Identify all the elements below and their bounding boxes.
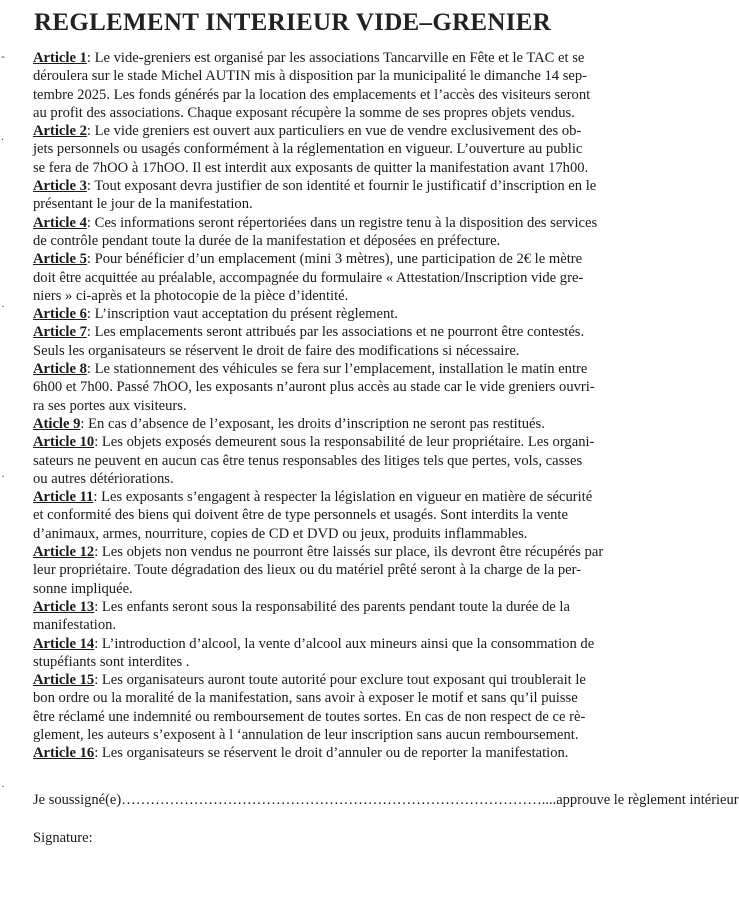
article-paragraph <box>33 488 660 543</box>
article-label: Article 5 <box>33 251 87 268</box>
article-line <box>33 543 660 561</box>
article-label: Article 8 <box>33 361 87 378</box>
page-title: REGLEMENT INTERIEUR VIDE–GRENIER <box>34 9 552 36</box>
article-line <box>33 342 660 360</box>
article-line <box>33 159 660 177</box>
articles-list <box>33 49 660 763</box>
article-line <box>33 433 660 451</box>
article-label: Article 4 <box>33 214 87 231</box>
article-text: : Les organisateurs auront toute autorité pour exclure tout exposant qui troublerait le <box>94 672 586 689</box>
article-line <box>33 744 660 762</box>
article-label: Article 1 <box>33 50 87 66</box>
article-text: : Ces informations seront répertoriées dans un registre tenu à la disposition des services <box>86 214 598 231</box>
article-line <box>33 635 660 653</box>
article-text: : Les organisateurs se réservent le droit d’annuler ou de reporter la manifestation. <box>94 745 569 762</box>
article-line <box>33 214 660 232</box>
article-paragraph <box>33 305 660 323</box>
article-paragraph <box>33 360 660 415</box>
article-text: d’animaux, armes, nourriture, copies de CD et DVD ou jeux, produits inflammables. <box>33 525 528 542</box>
article-paragraph <box>33 744 660 762</box>
signature-label: Signature: <box>33 830 93 846</box>
article-text: sateurs ne peuvent en aucun cas être tenus responsables des litiges tels que pertes, vols, casses <box>33 452 583 469</box>
article-label: Article 3 <box>33 178 87 195</box>
article-text: manifestation. <box>33 617 117 634</box>
article-line <box>33 323 660 341</box>
article-text: : Les objets exposés demeurent sous la responsabilité de leur propriétaire. Les organi- <box>94 434 595 451</box>
article-paragraph <box>33 214 660 251</box>
article-line <box>33 598 660 616</box>
article-text: : Pour bénéficier d’un emplacement (mini 3 mètres), une participation de 2€ le mètre <box>86 251 583 268</box>
article-text: niers » ci-après et la photocopie de la pièce d’identité. <box>33 287 349 304</box>
article-line <box>33 616 660 634</box>
article-line <box>33 67 660 85</box>
article-text: : L’introduction d’alcool, la vente d’alcool aux mineurs ainsi que la consommation de <box>94 635 595 652</box>
article-paragraph <box>33 323 660 360</box>
article-label: Article 6 <box>33 306 87 323</box>
article-line <box>33 232 660 250</box>
article-text: sonne impliquée. <box>33 580 133 597</box>
article-line <box>33 726 660 744</box>
margin-mark: · <box>1 779 5 793</box>
article-label: Article 7 <box>33 324 87 341</box>
article-text: présentant le jour de la manifestation. <box>33 196 253 213</box>
article-label: Article 16 <box>33 745 95 762</box>
article-line <box>33 250 660 268</box>
article-line <box>33 415 660 433</box>
article-label: Aticle 9 <box>33 415 81 432</box>
article-paragraph <box>33 671 660 744</box>
article-text: : Le stationnement des véhicules se fera sur l’emplacement, installation le matin entre <box>86 361 588 378</box>
article-text: tembre 2025. Les fonds générés par la location des emplacements et l’accès des visiteurs seront <box>33 86 591 103</box>
article-line <box>33 86 660 104</box>
article-line <box>33 378 660 396</box>
article-line <box>33 708 660 726</box>
margin-mark: - <box>1 49 5 63</box>
article-text: Seuls les organisateurs se réservent le droit de faire des modifications si nécessaire. <box>33 342 520 359</box>
article-line <box>33 653 660 671</box>
article-text: ou autres détériorations. <box>33 470 174 487</box>
article-line <box>33 305 660 323</box>
article-text: glement, les auteurs s’exposent à l ‘annulation de leur inscription sans aucun remboursement. <box>33 726 579 743</box>
article-line <box>33 506 660 524</box>
article-line <box>33 195 660 213</box>
article-paragraph <box>33 177 660 214</box>
article-label: Article 10 <box>33 434 95 451</box>
margin-mark: · <box>1 299 5 313</box>
article-text: jets personnels ou usagés conformément à la réglementation en vigueur. L’ouverture au public <box>33 141 583 158</box>
article-line <box>33 397 660 415</box>
article-label: Article 12 <box>33 544 95 561</box>
article-line <box>33 689 660 707</box>
article-label: Article 11 <box>33 489 94 506</box>
article-paragraph <box>33 49 660 122</box>
article-text: doit être acquittée au préalable, accompagnée du formulaire « Attestation/Inscription vide gre- <box>33 269 584 286</box>
article-text: de contrôle pendant toute la durée de la manifestation et déposées en préfecture. <box>33 232 501 249</box>
margin-mark: . <box>1 129 4 143</box>
article-text: déroulera sur le stade Michel AUTIN mis à disposition par la municipalité le dimanche 14 sep- <box>33 68 588 85</box>
article-paragraph <box>33 250 660 305</box>
article-text: : Le vide greniers est ouvert aux particuliers en vue de vendre exclusivement des ob- <box>86 123 582 140</box>
margin-mark: · <box>1 469 5 483</box>
article-line <box>33 580 660 598</box>
article-line <box>33 269 660 287</box>
approval-line: Je soussigné(e)……………………………………………………………………………....approuve le règlement intérieur <box>33 792 739 808</box>
article-line <box>33 104 660 122</box>
article-text: leur propriétaire. Toute dégradation des lieux ou du matériel prêté seront à la charge de la per- <box>33 562 582 579</box>
left-margin-marks <box>0 0 12 903</box>
article-paragraph <box>33 635 660 672</box>
article-text: et conformité des biens qui doivent être de type personnels et usagés. Sont interdits la vente <box>33 507 568 524</box>
article-line <box>33 671 660 689</box>
article-line <box>33 177 660 195</box>
article-line <box>33 488 660 506</box>
article-text: ra ses portes aux visiteurs. <box>33 397 187 414</box>
article-label: Article 14 <box>33 635 95 652</box>
article-text: 6h00 et 7h00. Passé 7hOO, les exposants n’auront plus accès au stade car le vide greniers ouvri- <box>33 379 595 396</box>
article-line <box>33 360 660 378</box>
article-text: : Les emplacements seront attribués par les associations et ne pourront être contestés. <box>86 324 585 341</box>
article-paragraph <box>33 543 660 598</box>
article-label: Article 13 <box>33 598 95 615</box>
article-text: : Les objets non vendus ne pourront être laissés sur place, ils devront être récupérés par <box>94 544 604 561</box>
article-line <box>33 140 660 158</box>
article-text: : L’inscription vaut acceptation du présent règlement. <box>86 306 398 323</box>
article-line <box>33 287 660 305</box>
article-text: : Le vide-greniers est organisé par les associations Tancarville en Fête et le TAC et se <box>86 50 585 66</box>
article-line <box>33 561 660 579</box>
article-text: : Les exposants s’engagent à respecter la législation en vigueur en matière de sécurité <box>93 489 593 506</box>
article-line <box>33 452 660 470</box>
article-text: se fera de 7hOO à 17hOO. Il est interdit aux exposants de quitter la manifestation avant 17h00. <box>33 159 589 176</box>
article-paragraph <box>33 122 660 177</box>
article-text: bon ordre ou la moralité de la manifestation, sans avoir à exposer le motif et sans qu’il puisse <box>33 690 578 707</box>
article-text: stupéfiants sont interdites . <box>33 653 190 670</box>
article-line <box>33 49 660 67</box>
article-paragraph <box>33 415 660 433</box>
article-paragraph <box>33 598 660 635</box>
article-text: au profit des associations. Chaque exposant récupère la somme de ses propres objets vendus. <box>33 104 575 121</box>
article-line <box>33 470 660 488</box>
article-text: : En cas d’absence de l’exposant, les droits d’inscription ne seront pas restitués. <box>80 415 545 432</box>
article-paragraph <box>33 433 660 488</box>
article-label: Article 15 <box>33 672 95 689</box>
article-text: : Tout exposant devra justifier de son identité et fournir le justificatif d’inscription en le <box>86 178 597 195</box>
article-line <box>33 525 660 543</box>
article-line <box>33 122 660 140</box>
article-text: : Les enfants seront sous la responsabilité des parents pendant toute la durée de la <box>94 598 570 615</box>
article-label: Article 2 <box>33 123 87 140</box>
article-text: être réclamé une indemnité ou remboursement de toutes sortes. En cas de non respect de ce rè- <box>33 708 586 725</box>
